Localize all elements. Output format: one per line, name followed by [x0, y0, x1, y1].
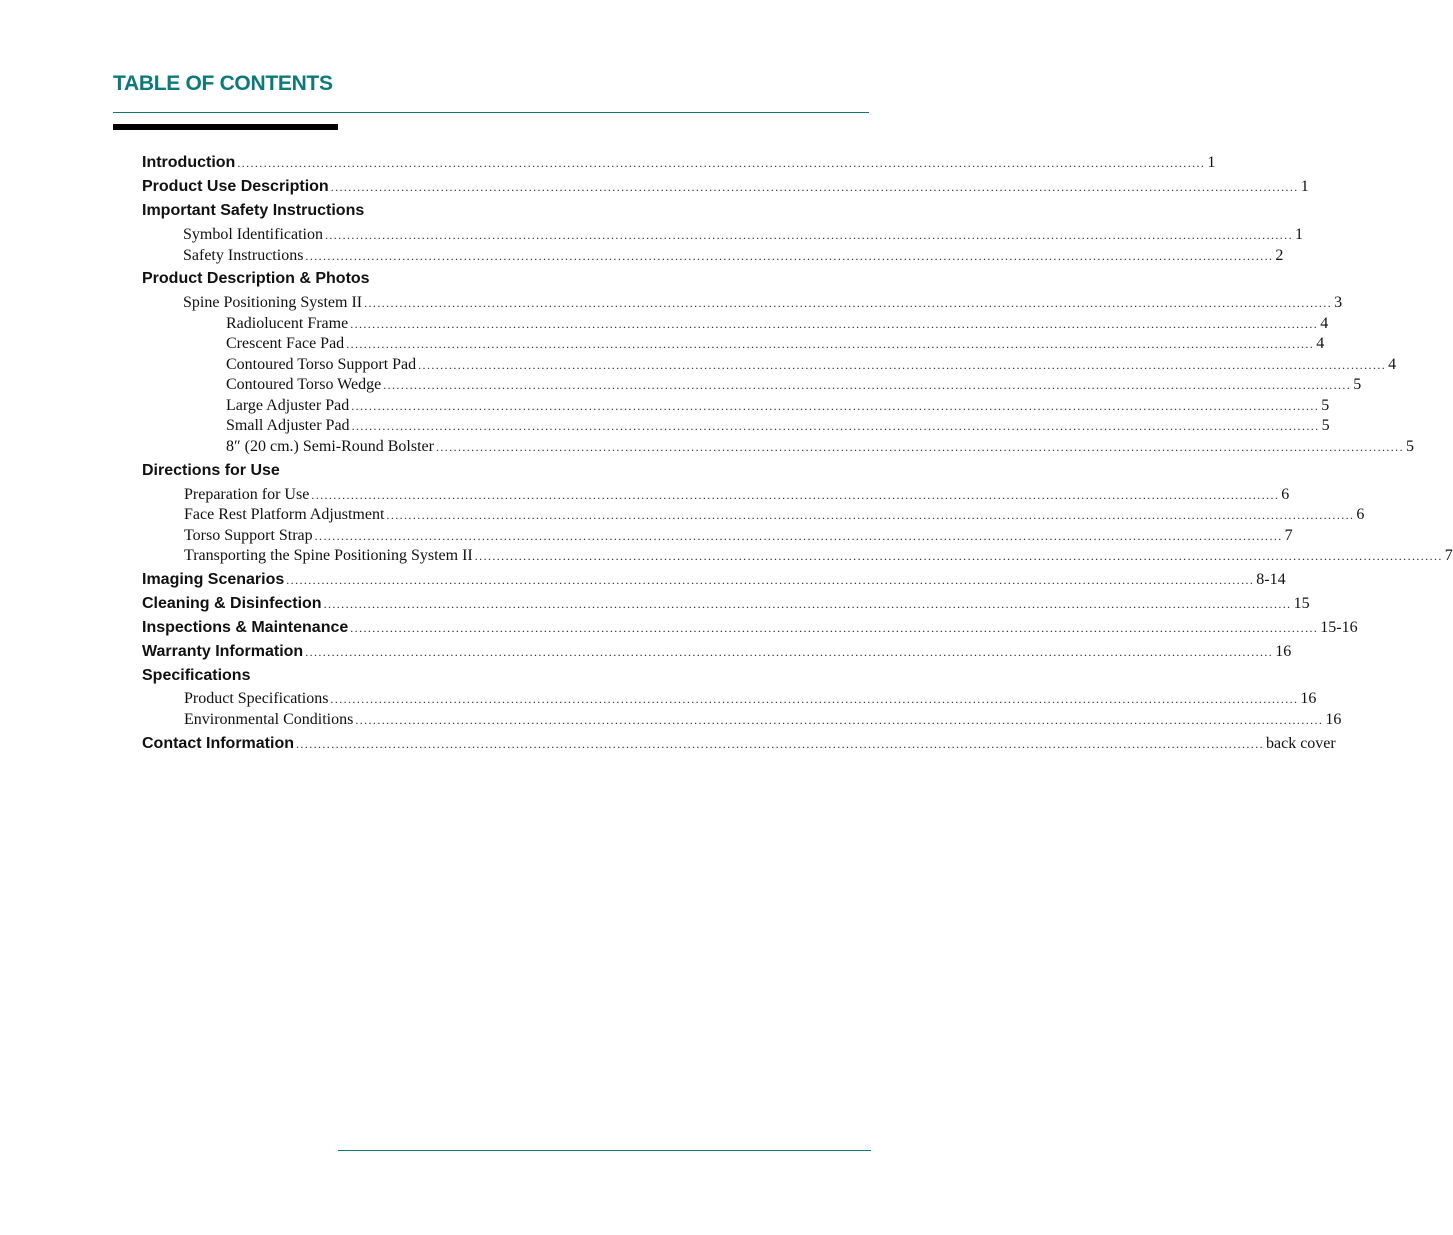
toc-entry-label: 8″ (20 cm.) Semi-Round Bolster: [226, 438, 434, 455]
toc-section-heading: Directions for Use: [142, 462, 280, 479]
toc-entry[interactable]: [142, 154, 1216, 172]
toc-entry[interactable]: [183, 247, 1284, 265]
toc-entry-page: 1: [1294, 226, 1303, 243]
toc-entry-page: 6: [1281, 486, 1290, 503]
dot-leader: ............................................................................................................................................................................................................................: [330, 692, 1299, 706]
toc-entry[interactable]: [184, 486, 1290, 504]
footer-rule: [338, 1150, 871, 1151]
toc-entry-page: 16: [1300, 690, 1317, 707]
toc-entry-page: 16: [1275, 643, 1292, 660]
dot-leader: ............................................................................................................................................................................................................................: [330, 180, 1299, 194]
toc-entry-label: Imaging Scenarios: [142, 571, 285, 588]
dot-leader: ............................................................................................................................................................................................................................: [350, 317, 1319, 331]
toc-entry-label: Large Adjuster Pad: [226, 397, 350, 414]
toc-entry-label: Product Specifications: [184, 690, 329, 707]
dot-leader: ............................................................................................................................................................................................................................: [286, 573, 1255, 587]
toc-entry[interactable]: [226, 356, 1397, 374]
toc-entry-label: Contoured Torso Wedge: [226, 376, 382, 393]
toc-entry[interactable]: [226, 315, 1329, 333]
toc-entry-label: Torso Support Strap: [184, 527, 313, 544]
toc-entry[interactable]: [142, 595, 1310, 613]
dot-leader: ............................................................................................................................................................................................................................: [305, 249, 1274, 263]
toc-entry-label: Spine Positioning System II: [183, 294, 363, 311]
toc-entry-label: Transporting the Spine Positioning System II: [184, 547, 473, 564]
dot-leader: ............................................................................................................................................................................................................................: [355, 713, 1324, 727]
toc-entry[interactable]: [184, 711, 1342, 729]
dot-leader: ............................................................................................................................................................................................................................: [474, 549, 1443, 563]
toc-entry-page: 5: [1321, 397, 1330, 414]
toc-section-heading: Specifications: [142, 667, 251, 684]
toc-entry[interactable]: [226, 417, 1330, 435]
toc-entry-page: 5: [1353, 376, 1362, 393]
toc-entry[interactable]: [183, 226, 1303, 244]
toc-entry-page: 5: [1405, 438, 1414, 455]
toc-entry-label: Introduction: [142, 154, 236, 171]
title-accent-bar: [113, 124, 338, 130]
toc-entry-label: Small Adjuster Pad: [226, 417, 350, 434]
dot-leader: ............................................................................................................................................................................................................................: [323, 597, 1292, 611]
toc-entry[interactable]: [226, 376, 1362, 394]
toc-entry-label: Warranty Information: [142, 643, 304, 660]
dot-leader: ............................................................................................................................................................................................................................: [350, 621, 1319, 635]
toc-entry-page: 15: [1293, 595, 1310, 612]
dot-leader: ............................................................................................................................................................................................................................: [435, 440, 1404, 454]
toc-entry-label: Symbol Identification: [183, 226, 323, 243]
toc-entry[interactable]: [226, 397, 1330, 415]
toc-entry-label: Preparation for Use: [184, 486, 310, 503]
dot-leader: ............................................................................................................................................................................................................................: [351, 419, 1320, 433]
toc-entry-page: 1: [1207, 154, 1216, 171]
dot-leader: ............................................................................................................................................................................................................................: [418, 358, 1387, 372]
dot-leader: ............................................................................................................................................................................................................................: [305, 645, 1274, 659]
toc-entry[interactable]: [184, 527, 1293, 545]
toc-section-heading: Important Safety Instructions: [142, 202, 365, 219]
toc-entry-page: 2: [1275, 247, 1284, 264]
toc-entry-page: 4: [1388, 356, 1397, 373]
toc-entry-label: Contact Information: [142, 735, 294, 752]
toc-entry-page: 7: [1444, 547, 1453, 564]
toc-entry-page: 3: [1334, 294, 1343, 311]
toc-entry-page: 4: [1316, 335, 1325, 352]
toc-entry[interactable]: [142, 643, 1292, 661]
toc-entry-label: Cleaning & Disinfection: [142, 595, 322, 612]
dot-leader: ............................................................................................................................................................................................................................: [314, 529, 1283, 543]
toc-entry-label: Safety Instructions: [183, 247, 304, 264]
dot-leader: ............................................................................................................................................................................................................................: [324, 228, 1293, 242]
dot-leader: ............................................................................................................................................................................................................................: [237, 156, 1206, 170]
toc-entry[interactable]: [183, 294, 1343, 312]
toc-entry-page: back cover: [1266, 735, 1336, 752]
toc-entry[interactable]: [142, 735, 1336, 753]
toc-entry-page: 7: [1284, 527, 1293, 544]
dot-leader: ............................................................................................................................................................................................................................: [311, 488, 1280, 502]
dot-leader: ............................................................................................................................................................................................................................: [346, 337, 1315, 351]
dot-leader: ............................................................................................................................................................................................................................: [364, 296, 1333, 310]
toc-entry-label: Face Rest Platform Adjustment: [184, 506, 385, 523]
toc-entry-label: Crescent Face Pad: [226, 335, 345, 352]
dot-leader: ............................................................................................................................................................................................................................: [351, 399, 1320, 413]
toc-entry-label: Radiolucent Frame: [226, 315, 349, 332]
dot-leader: ............................................................................................................................................................................................................................: [296, 737, 1264, 751]
toc-entry-label: Contoured Torso Support Pad: [226, 356, 417, 373]
toc-entry-label: Environmental Conditions: [184, 711, 354, 728]
toc-entry[interactable]: [142, 571, 1286, 589]
toc-entry[interactable]: [142, 178, 1309, 196]
dot-leader: ............................................................................................................................................................................................................................: [383, 378, 1352, 392]
toc-entry-page: 8-14: [1256, 571, 1286, 588]
toc-entry-page: 5: [1321, 417, 1330, 434]
toc-title: TABLE OF CONTENTS: [113, 72, 333, 95]
toc-entry-page: 4: [1320, 315, 1329, 332]
toc-entry[interactable]: [184, 690, 1317, 708]
toc-entry[interactable]: [226, 335, 1325, 353]
toc-section-heading: Product Description & Photos: [142, 270, 370, 287]
toc-entry[interactable]: [184, 506, 1365, 524]
toc-entry-label: Inspections & Maintenance: [142, 619, 349, 636]
toc-entry-page: 1: [1300, 178, 1309, 195]
toc-entry-page: 15-16: [1320, 619, 1358, 636]
toc-entry-label: Product Use Description: [142, 178, 329, 195]
title-rule: [113, 112, 869, 113]
toc-entry[interactable]: [142, 619, 1358, 637]
dot-leader: ............................................................................................................................................................................................................................: [386, 508, 1355, 522]
toc-entry[interactable]: [184, 547, 1453, 565]
toc-entry[interactable]: [226, 438, 1414, 456]
toc-entry-page: 16: [1325, 711, 1342, 728]
toc-entry-page: 6: [1356, 506, 1365, 523]
